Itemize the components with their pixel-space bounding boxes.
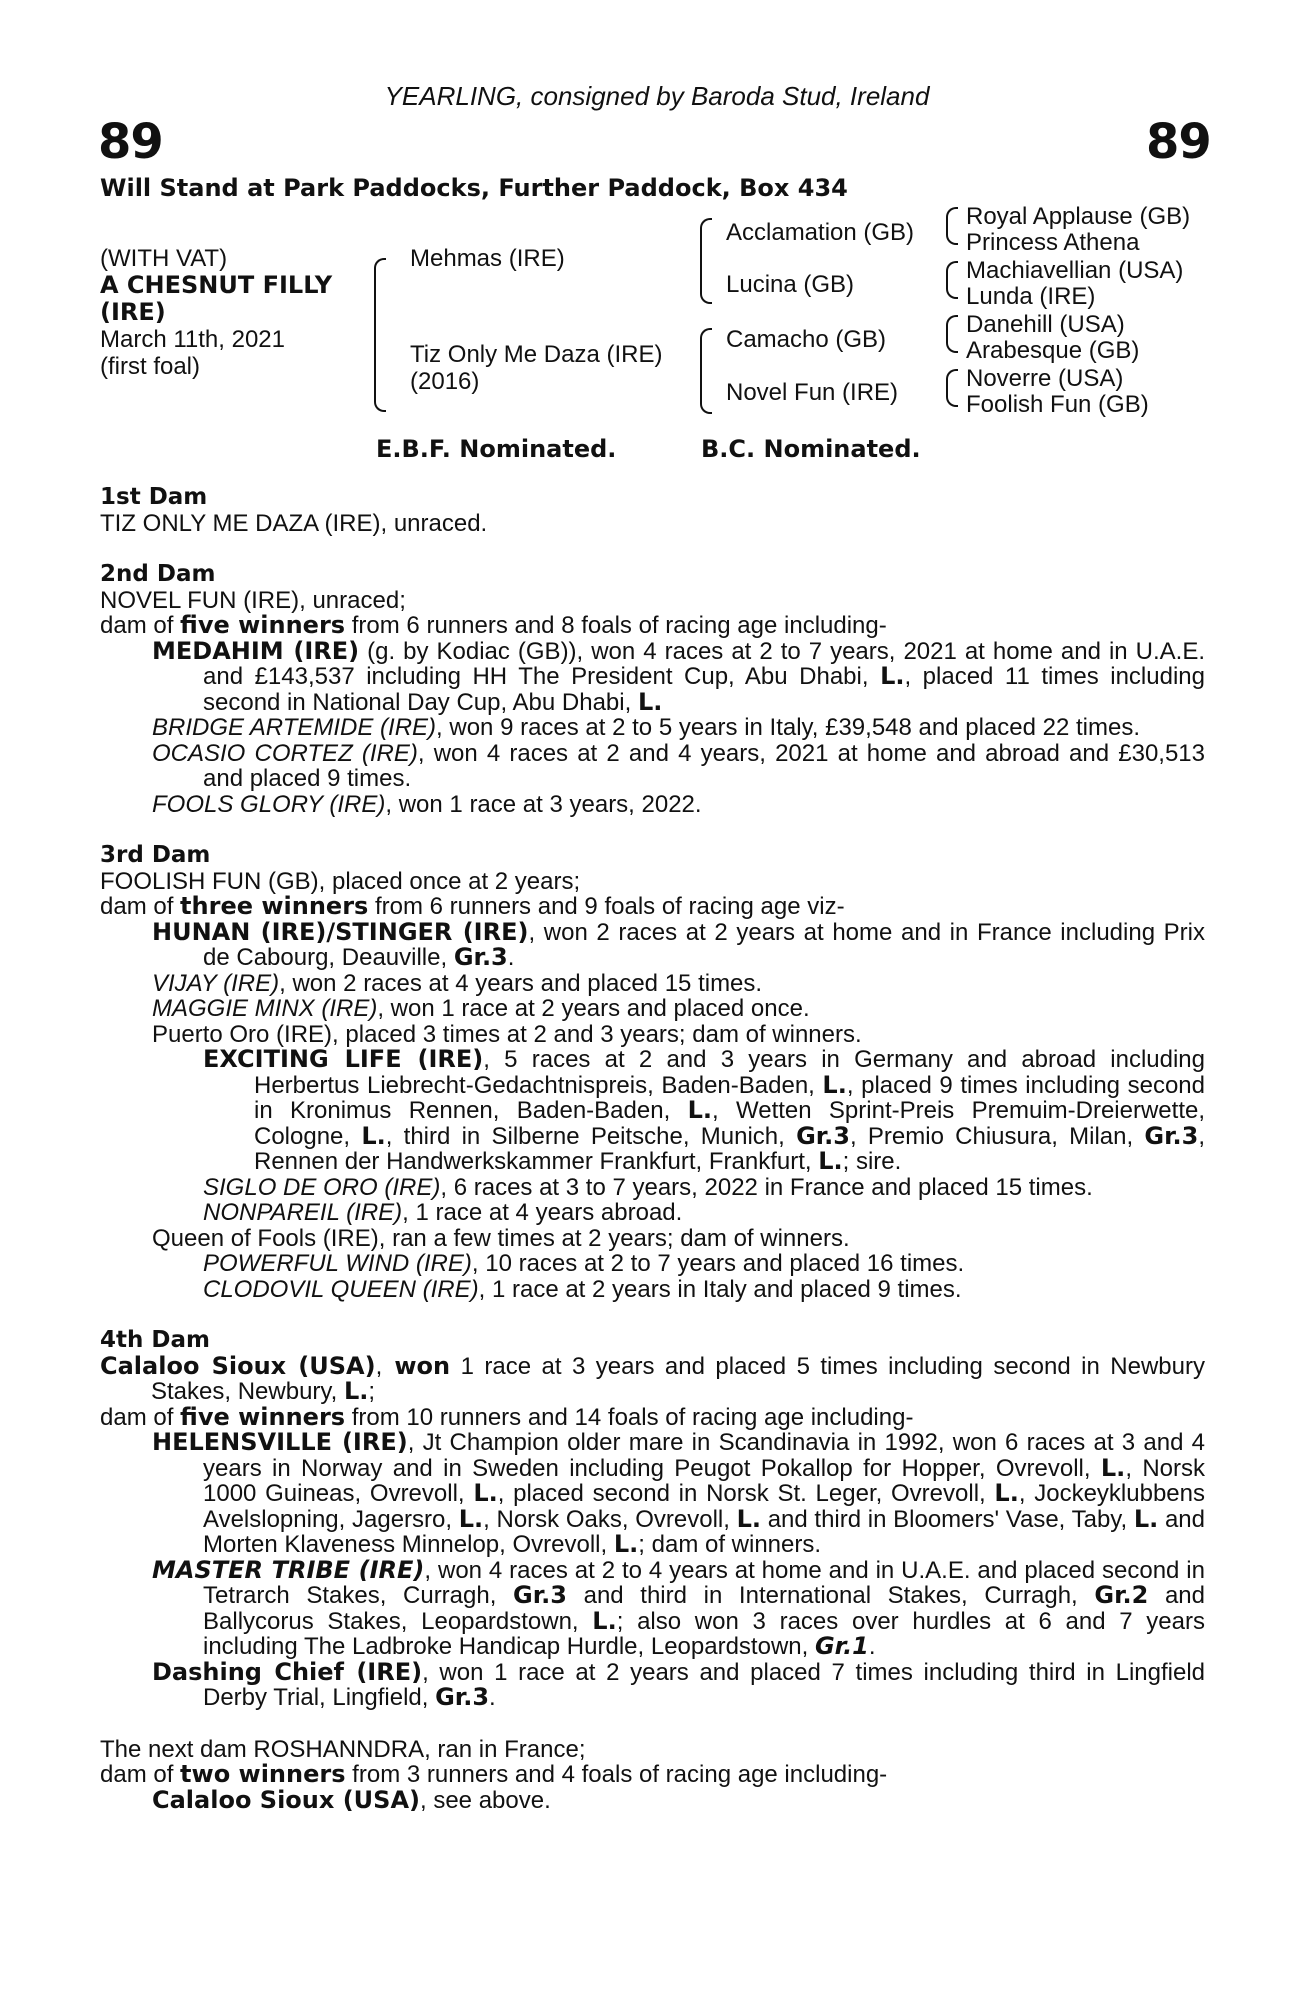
section-heading: 2nd Dam xyxy=(100,561,216,587)
g-bracket-2 xyxy=(946,261,958,299)
fourth-dam-intro xyxy=(100,1351,1205,1405)
t: Gr.3 xyxy=(1144,1121,1199,1150)
t: , 6 races at 3 to 7 years, 2022 in France and placed 15 times. xyxy=(440,1173,1093,1201)
horse-name: FOOLS GLORY (IRE) xyxy=(152,790,386,818)
second-dam-intro: NOVEL FUN (IRE), unraced; xyxy=(100,586,406,614)
t: (g. by Kodiac (GB)), won 4 races at 2 to 7 years, 2021 at home and in U.A.E. and £143,537 including HH The President Cup, Abu Dhabi, xyxy=(203,637,1205,690)
section-heading: 4th Dam xyxy=(100,1327,210,1353)
t: . xyxy=(868,1633,876,1660)
list-item: Queen of Fools (IRE), ran a few times at 2 years; dam of winners. xyxy=(152,1224,850,1252)
next-dam-section xyxy=(100,1737,1205,1814)
t: , Norsk Oaks, Ovrevoll, xyxy=(483,1505,737,1533)
horse-name: Dashing Chief (IRE) xyxy=(152,1657,423,1686)
t: , 1 race at 4 years abroad. xyxy=(402,1199,683,1226)
t: Gr.2 xyxy=(1094,1581,1149,1609)
horse-name: NONPAREIL (IRE) xyxy=(203,1199,403,1226)
t: L. xyxy=(880,662,905,690)
t: , placed 9 times including second in Kronimus Rennen, Baden-Baden, xyxy=(254,1071,1205,1124)
t: , Norsk 1000 Guineas, Ovrevoll, xyxy=(203,1454,1205,1507)
third-dam-intro: FOOLISH FUN (GB), placed once at 2 years; xyxy=(100,867,581,895)
t: dam of xyxy=(100,893,181,920)
third-dam-section xyxy=(100,843,1205,1302)
t: , Wetten Sprint-Preis Premuim-Dreierwette, Cologne, xyxy=(254,1097,1206,1150)
t: and third in Bloomers' Vase, Taby, xyxy=(761,1505,1134,1533)
first-dam-section xyxy=(100,485,1205,536)
t: , won 4 races at 2 to 4 years at home and in U.A.E. and placed second in Tetrarch Stakes, Curragh, xyxy=(203,1556,1205,1609)
family-content xyxy=(100,485,1205,1813)
list-item xyxy=(152,792,1205,818)
t: L. xyxy=(613,1530,639,1558)
t: L. xyxy=(361,1121,386,1150)
t: from 3 runners and 4 foals of racing age including- xyxy=(345,1761,888,1788)
g6: Arabesque (GB) xyxy=(966,337,1140,364)
t: L. xyxy=(687,1096,712,1124)
g4: Lunda (IRE) xyxy=(966,283,1096,310)
t: , 1 race at 2 years in Italy and placed 9 times. xyxy=(478,1275,962,1303)
t: dam of xyxy=(100,1761,181,1788)
t: , placed 11 times including second in National Day Cup, Abu Dhabi, xyxy=(203,663,1205,716)
t: , won 9 races at 2 to 5 years in Italy, £39,548 and placed 22 times. xyxy=(436,714,1140,741)
t: and Morten Klaveness Minnelop, Ovrevoll, xyxy=(203,1505,1206,1558)
second-dam-section xyxy=(100,562,1205,817)
t: , Jockeyklubbens Avelslopning, Jagersro, xyxy=(203,1480,1206,1533)
list-item xyxy=(203,1175,1205,1201)
g7: Noverre (USA) xyxy=(966,365,1124,392)
t: , 5 races at 2 and 3 years in Germany and abroad including Herbertus Liebrecht-Gedachtnispreis, Baden-Baden, xyxy=(254,1046,1206,1099)
horse-name: VIJAY (IRE) xyxy=(152,969,280,997)
pedigree-sire-sire: Acclamation (GB) xyxy=(726,219,915,246)
t: ; also won 3 races over hurdles at 6 and 7 years including The Ladbroke Handicap Hurdle, Leopardstown, xyxy=(203,1607,1205,1660)
list-item xyxy=(152,971,1205,997)
t: L. xyxy=(458,1504,484,1533)
g3: Machiavellian (USA) xyxy=(966,257,1184,284)
horse-country: (IRE) xyxy=(100,298,166,326)
g5: Danehill (USA) xyxy=(966,311,1125,338)
t: , third in Silberne Peitsche, Munich, xyxy=(385,1122,797,1150)
t: , Premio Chiusura, Milan, xyxy=(850,1122,1145,1150)
t: from 6 runners and 8 foals of racing age including- xyxy=(345,612,887,639)
horse-name: EXCITING LIFE (IRE) xyxy=(203,1045,484,1073)
dam-bracket xyxy=(700,328,712,414)
vat-note: (WITH VAT) xyxy=(100,245,228,272)
horse-name: OCASIO CORTEZ (IRE) xyxy=(152,739,418,767)
g-bracket-1 xyxy=(946,207,958,245)
t: L. xyxy=(1133,1504,1159,1533)
t: dam of xyxy=(100,1403,181,1431)
t: ; xyxy=(368,1378,376,1405)
t: , placed second in Norsk St. Leger, Ovrevoll, xyxy=(497,1480,995,1507)
t: two winners xyxy=(180,1760,346,1788)
t: Gr.1 xyxy=(814,1632,869,1660)
horse-name: MEDAHIM (IRE) xyxy=(152,636,360,665)
t: L. xyxy=(818,1147,843,1175)
horse-name: MASTER TRIBE (IRE) xyxy=(152,1555,425,1584)
t: , 10 races at 2 to 7 years and placed 16 times. xyxy=(471,1250,965,1277)
ebf-nominated: E.B.F. Nominated. xyxy=(376,435,617,463)
second-dam-produce xyxy=(100,613,1205,639)
list-item xyxy=(152,1657,1206,1711)
horse-name: POWERFUL WIND (IRE) xyxy=(203,1250,472,1277)
t: Gr.3 xyxy=(796,1121,850,1150)
foal-note: (first foal) xyxy=(100,353,201,380)
g-bracket-3 xyxy=(946,315,958,353)
t: L. xyxy=(592,1606,617,1635)
g1: Royal Applause (GB) xyxy=(966,203,1191,230)
section-heading: 3rd Dam xyxy=(100,842,211,868)
t: five winners xyxy=(180,1402,346,1431)
t: , won 2 races at 4 years and placed 15 times. xyxy=(279,969,763,997)
t: ; dam of winners. xyxy=(638,1531,822,1558)
t: , xyxy=(375,1352,383,1380)
foaling-date: March 11th, 2021 xyxy=(100,326,286,353)
lot-number-left: 89 xyxy=(98,114,163,170)
pedigree-dam-sire: Camacho (GB) xyxy=(726,326,887,353)
t: , won 4 races at 2 and 4 years, 2021 at home and abroad and £30,513 and placed 9 times. xyxy=(203,739,1205,792)
third-dam-produce xyxy=(100,894,1205,920)
t: Gr.3 xyxy=(513,1581,567,1609)
next-dam-intro: The next dam ROSHANNDRA, ran in France; xyxy=(100,1735,586,1763)
pedigree-dam-name: Tiz Only Me Daza (IRE) xyxy=(410,341,663,368)
t: , see above. xyxy=(420,1786,551,1814)
t: . xyxy=(507,944,515,971)
t: , won 2 races at 2 years at home and in France including Prix de Cabourg, Deauville, xyxy=(203,918,1206,971)
list-item xyxy=(152,917,1206,971)
list-item xyxy=(152,1430,1205,1558)
t: 1 race at 3 years and placed 5 times including second in Newbury Stakes, Newbury, xyxy=(151,1352,1205,1405)
t: L. xyxy=(473,1479,498,1507)
t: L. xyxy=(1100,1453,1126,1482)
stand-location: Will Stand at Park Paddocks, Further Paddock, Box 434 xyxy=(100,174,848,202)
consignment-line: YEARLING, consigned by Baroda Stud, Ireland xyxy=(384,81,930,111)
pedigree-sire-dam: Lucina (GB) xyxy=(726,271,855,298)
fourth-dam-produce xyxy=(100,1402,1205,1431)
pedigree-sire: Mehmas (IRE) xyxy=(410,245,565,272)
horse-name: MAGGIE MINX (IRE) xyxy=(152,995,378,1022)
list-item xyxy=(203,1200,1205,1226)
t: , won 1 race at 2 years and placed 7 times including third in Lingfield Derby Trial, Lingfield, xyxy=(203,1658,1206,1711)
horse-name: SIGLO DE ORO (IRE) xyxy=(203,1173,441,1201)
t: L. xyxy=(822,1070,847,1099)
pedigree-dam-dam: Novel Fun (IRE) xyxy=(726,379,899,406)
list-item xyxy=(203,1277,1205,1303)
t: , Rennen der Handwerkskammer Frankfurt, Frankfurt, xyxy=(254,1122,1206,1175)
horse-name: Calaloo Sioux (USA) xyxy=(100,1351,376,1380)
bc-nominated: B.C. Nominated. xyxy=(701,435,921,463)
t: , won 1 race at 3 years, 2022. xyxy=(385,790,702,818)
list-item xyxy=(152,636,1205,716)
list-item xyxy=(152,715,1205,741)
pedigree-dam xyxy=(410,341,662,395)
pedigree-g1 xyxy=(966,204,1190,418)
t: Gr.3 xyxy=(435,1683,490,1711)
horse-name: CLODOVIL QUEEN (IRE) xyxy=(203,1275,479,1303)
list-item xyxy=(152,996,1205,1022)
lot-number-right: 89 xyxy=(1146,114,1211,170)
sire-bracket xyxy=(700,218,712,304)
horse-identity xyxy=(100,245,332,380)
t: L. xyxy=(637,687,663,716)
t: . xyxy=(489,1684,496,1711)
section-heading: 1st Dam xyxy=(100,484,208,510)
next-dam-produce xyxy=(100,1762,1205,1788)
sire-dam-bracket xyxy=(374,258,386,412)
t: L. xyxy=(343,1377,369,1405)
list-item xyxy=(152,1555,1205,1660)
t: three winners xyxy=(180,892,369,920)
fourth-dam-section xyxy=(100,1328,1205,1711)
g-bracket-4 xyxy=(946,369,958,407)
list-item xyxy=(203,1251,1205,1277)
t: from 10 runners and 14 foals of racing age including- xyxy=(345,1403,914,1431)
list-item xyxy=(152,741,1205,792)
t: won xyxy=(382,1351,451,1380)
horse-name: HUNAN (IRE)/STINGER (IRE) xyxy=(152,917,529,946)
t: L. xyxy=(736,1504,762,1533)
t: and third in International Stakes, Curragh, xyxy=(566,1582,1095,1609)
list-item xyxy=(203,1047,1205,1175)
t: , won 1 race at 2 years and placed once. xyxy=(377,995,810,1022)
list-item xyxy=(152,1785,1205,1814)
t: dam of xyxy=(100,612,181,639)
horse-name: HELENSVILLE (IRE) xyxy=(152,1428,408,1456)
t: L. xyxy=(994,1479,1019,1507)
t: from 6 runners and 9 foals of racing age viz- xyxy=(368,893,845,920)
t: Gr.3 xyxy=(453,943,508,971)
t: ; sire. xyxy=(842,1148,902,1175)
horse-name: A CHESNUT FILLY xyxy=(100,271,333,299)
t: and Ballycorus Stakes, Leopardstown, xyxy=(203,1582,1205,1635)
t: five winners xyxy=(180,611,346,639)
g8: Foolish Fun (GB) xyxy=(966,391,1149,418)
t: , Jt Champion older mare in Scandinavia in 1992, won 6 races at 3 and 4 years in Norway and in Sweden including Peugot Pokallop for Hopper, Ovrevoll, xyxy=(203,1429,1206,1482)
first-dam-text: TIZ ONLY ME DAZA (IRE), unraced. xyxy=(100,509,488,537)
horse-name: Calaloo Sioux (USA) xyxy=(152,1785,420,1814)
list-item: Puerto Oro (IRE), placed 3 times at 2 and 3 years; dam of winners. xyxy=(152,1020,862,1048)
horse-name: BRIDGE ARTEMIDE (IRE) xyxy=(152,714,437,741)
pedigree-dam-year: (2016) xyxy=(410,368,480,395)
g2: Princess Athena xyxy=(966,229,1140,256)
